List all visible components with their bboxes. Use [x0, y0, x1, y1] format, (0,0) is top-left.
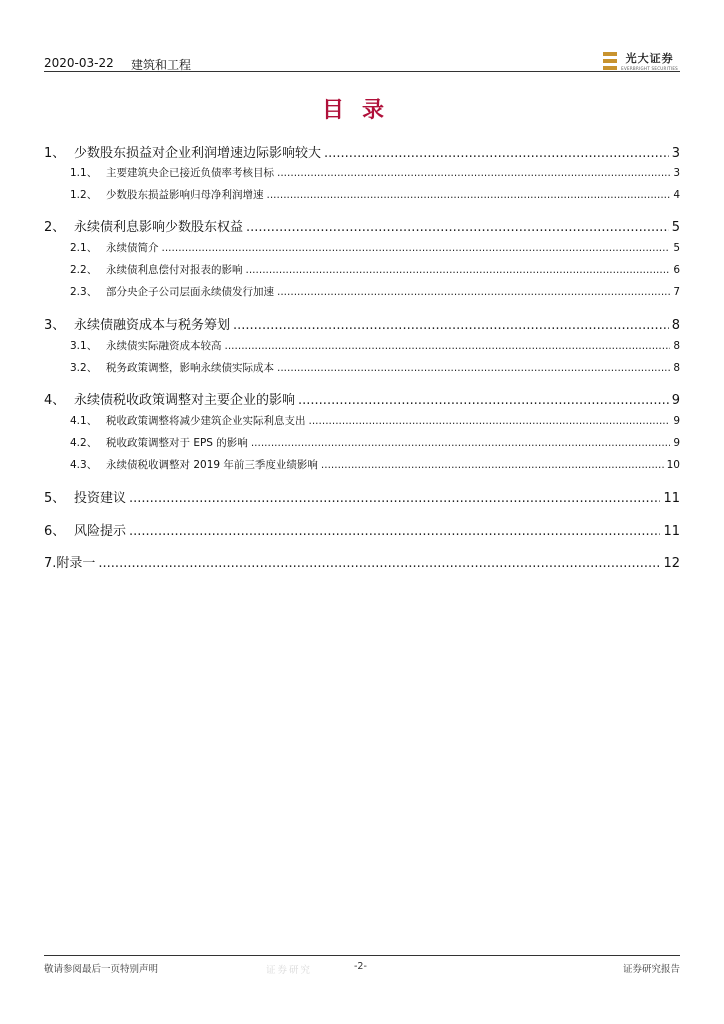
toc-entry-number: 5、 [44, 491, 66, 506]
toc-entry-number: 3.2、 [70, 362, 98, 374]
disclaimer-note: 敬请参阅最后一页特别声明 [44, 964, 159, 975]
toc-leader-dots [98, 556, 660, 571]
toc-entry-text: 税收政策调整将减少建筑企业实际利息支出 [106, 415, 306, 427]
toc-entry-number: 1.1、 [70, 167, 98, 179]
toc-entry-number: 1.2、 [70, 189, 98, 201]
report-type: 证券研究报告 [622, 964, 680, 975]
toc-leader-dots [251, 437, 671, 449]
page-footer [44, 955, 680, 976]
footer-divider [44, 955, 680, 956]
toc-entry[interactable] [44, 413, 680, 428]
toc-leader-dots [324, 146, 669, 161]
watermark-text: 证券研究 [266, 965, 313, 976]
toc-leader-dots [246, 264, 671, 276]
toc-entry-text: 部分央企子公司层面永续债发行加速 [106, 286, 274, 298]
toc-entry[interactable] [44, 142, 680, 161]
toc-leader-dots [309, 415, 671, 427]
toc-entry[interactable] [44, 284, 680, 299]
toc-entry-page: 3 [671, 146, 680, 161]
toc-entry-page: 11 [663, 524, 680, 539]
header-divider [44, 71, 680, 72]
toc-entry[interactable] [44, 389, 680, 408]
toc-entry-page: 11 [663, 491, 680, 506]
toc-entry-text: 税收政策调整对于 EPS 的影响 [106, 437, 248, 449]
toc-leader-dots [321, 459, 664, 471]
everbright-logo [603, 50, 678, 71]
toc-entry[interactable] [44, 487, 680, 506]
toc-entry[interactable] [44, 435, 680, 450]
report-sector: 建筑和工程 [131, 58, 192, 72]
page-number: -2- [354, 961, 367, 972]
toc-entry-page: 7 [673, 286, 680, 298]
toc-entry-number: 2、 [44, 220, 66, 235]
toc-entry-number: 6、 [44, 524, 66, 539]
toc-entry-page: 5 [671, 220, 680, 235]
toc-entry-text: 永续债利息影响少数股东权益 [74, 220, 244, 235]
toc-entry-number: 2.1、 [70, 242, 98, 254]
toc-entry-text: 7.附录一 [44, 556, 96, 571]
toc-entry-page: 8 [671, 318, 680, 333]
toc-entry[interactable] [44, 360, 680, 375]
toc-entry-page: 9 [673, 437, 680, 449]
toc-entry-page: 9 [671, 393, 680, 408]
toc-leader-dots [298, 393, 669, 408]
toc-entry-text: 永续债税收政策调整对主要企业的影响 [74, 393, 296, 408]
toc-entry-page: 9 [673, 415, 680, 427]
toc-entry-number: 4.2、 [70, 437, 98, 449]
logo-mark-icon [603, 52, 617, 70]
toc-leader-dots [277, 167, 670, 179]
toc-entry-text: 永续债融资成本与税务筹划 [74, 318, 231, 333]
toc-entry-text: 永续债利息偿付对报表的影响 [106, 264, 243, 276]
toc-entry-page: 8 [673, 340, 680, 352]
toc-entry-page: 5 [673, 242, 680, 254]
toc-entry-text: 永续债税收调整对 2019 年前三季度业绩影响 [106, 459, 318, 471]
toc-entry[interactable] [44, 314, 680, 333]
toc-entry-text: 少数股东损益影响归母净利润增速 [106, 189, 264, 201]
toc-leader-dots [277, 362, 670, 374]
toc-entry[interactable] [44, 165, 680, 180]
toc-entry-text: 风险提示 [74, 524, 127, 539]
toc-entry[interactable] [44, 552, 680, 571]
toc-entry-text: 主要建筑央企已接近负债率考核目标 [106, 167, 274, 179]
toc-entry-text: 永续债简介 [106, 242, 159, 254]
toc-leader-dots [129, 524, 660, 539]
toc-entry[interactable] [44, 240, 680, 255]
toc-entry-number: 4、 [44, 393, 66, 408]
toc-leader-dots [267, 189, 671, 201]
toc-leader-dots [162, 242, 671, 254]
report-date: 2020-03-22 [44, 56, 114, 70]
toc-entry-text: 税务政策调整，影响永续债实际成本 [106, 362, 274, 374]
toc-entry-number: 4.3、 [70, 459, 98, 471]
toc-entry-number: 2.2、 [70, 264, 98, 276]
toc-entry-number: 4.1、 [70, 415, 98, 427]
toc-leader-dots [225, 340, 671, 352]
toc-title: 目录 [321, 97, 402, 123]
toc-entry-page: 3 [673, 167, 680, 179]
toc-entry-number: 2.3、 [70, 286, 98, 298]
toc-entry-text: 永续债实际融资成本较高 [106, 340, 222, 352]
toc-entry[interactable] [44, 187, 680, 202]
logo-subtitle: EVERBRIGHT SECURITIES [621, 66, 678, 71]
toc-entry[interactable] [44, 216, 680, 235]
toc-leader-dots [246, 220, 669, 235]
toc-entry-number: 3.1、 [70, 340, 98, 352]
toc-entry-page: 12 [663, 556, 680, 571]
toc-entry[interactable] [44, 338, 680, 353]
toc-leader-dots [277, 286, 670, 298]
toc-entry-number: 3、 [44, 318, 66, 333]
toc-entry[interactable] [44, 520, 680, 539]
toc-entry-page: 6 [673, 264, 680, 276]
toc-entry[interactable] [44, 457, 680, 472]
toc-entry-text: 投资建议 [74, 491, 127, 506]
toc-entry-page: 8 [673, 362, 680, 374]
toc-entry-number: 1、 [44, 146, 66, 161]
toc-entry[interactable] [44, 262, 680, 277]
toc-leader-dots [129, 491, 660, 506]
page-header [44, 50, 680, 72]
toc-entry-text: 少数股东损益对企业利润增速边际影响较大 [74, 146, 322, 161]
logo-name: 光大证券 [625, 52, 674, 65]
toc-entry-page: 10 [666, 459, 680, 471]
toc-leader-dots [233, 318, 669, 333]
toc-entry-page: 4 [673, 189, 680, 201]
